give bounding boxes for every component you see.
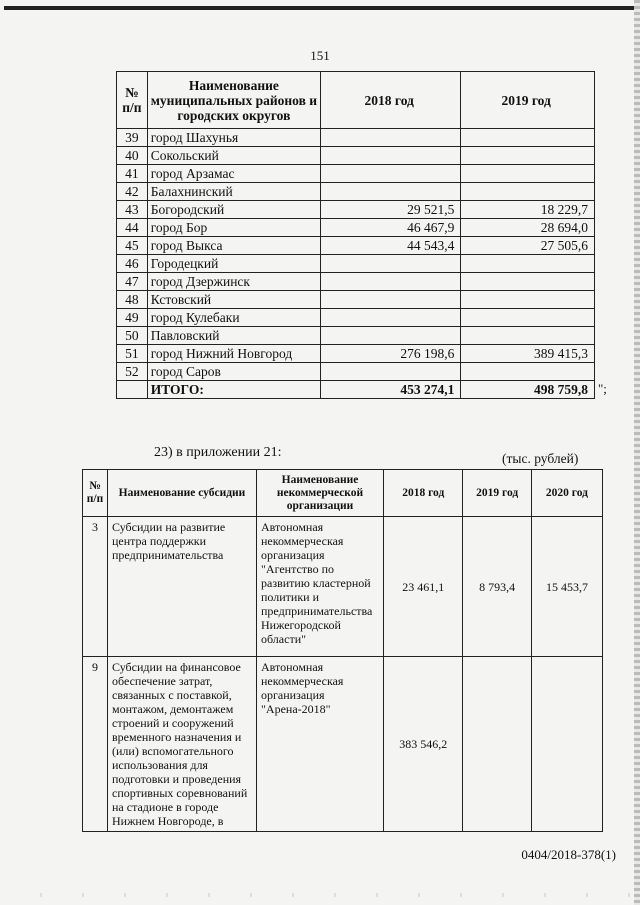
row-number: 47 — [117, 273, 148, 291]
col-header-no: № п/п — [117, 72, 148, 129]
value-2018 — [321, 147, 461, 165]
value-2018 — [321, 129, 461, 147]
table-row — [83, 517, 603, 657]
value-2018: 44 543,4 — [321, 237, 461, 255]
row-number: 46 — [117, 255, 148, 273]
value-2019: 18 229,7 — [461, 201, 595, 219]
total-row — [117, 381, 595, 399]
district-name: город Арзамас — [147, 165, 320, 183]
district-name: город Бор — [147, 219, 320, 237]
table-row — [117, 201, 595, 219]
row-number: 43 — [117, 201, 148, 219]
total-empty — [117, 381, 148, 399]
row-number: 9 — [83, 657, 108, 832]
value-2018: 23 461,1 — [384, 517, 463, 657]
col-header-no: № п/п — [83, 470, 108, 517]
district-name: Городецкий — [147, 255, 320, 273]
value-2018 — [321, 255, 461, 273]
table-row — [117, 183, 595, 201]
table-row — [117, 291, 595, 309]
district-name: город Кулебаки — [147, 309, 320, 327]
row-number: 51 — [117, 345, 148, 363]
value-2018 — [321, 273, 461, 291]
col-header-2018: 2018 год — [321, 72, 461, 129]
district-name: город Дзержинск — [147, 273, 320, 291]
row-number: 39 — [117, 129, 148, 147]
table-row — [117, 327, 595, 345]
total-label: ИТОГО: — [147, 381, 320, 399]
col-header-subsidy: Наименование субсидии — [108, 470, 257, 517]
district-name: Балахнинский — [147, 183, 320, 201]
value-2019 — [461, 165, 595, 183]
district-name: Богородский — [147, 201, 320, 219]
district-name: город Шахунья — [147, 129, 320, 147]
total-2018: 453 274,1 — [321, 381, 461, 399]
scan-top-border — [4, 6, 636, 10]
value-2018: 383 546,2 — [384, 657, 463, 832]
table-row — [117, 219, 595, 237]
value-2019: 389 415,3 — [461, 345, 595, 363]
value-2019 — [461, 255, 595, 273]
table-row — [117, 129, 595, 147]
district-name: Павловский — [147, 327, 320, 345]
district-name: Сокольский — [147, 147, 320, 165]
value-2019 — [461, 273, 595, 291]
table-row — [117, 309, 595, 327]
value-2019 — [461, 327, 595, 345]
value-2019 — [461, 309, 595, 327]
value-2019 — [461, 147, 595, 165]
row-number: 49 — [117, 309, 148, 327]
district-name: город Нижний Новгород — [147, 345, 320, 363]
value-2018 — [321, 363, 461, 381]
row-number: 41 — [117, 165, 148, 183]
value-2018: 276 198,6 — [321, 345, 461, 363]
closing-quote: "; — [598, 381, 607, 396]
subsidy-table — [82, 469, 603, 832]
value-2020: 15 453,7 — [531, 517, 602, 657]
table-row — [117, 147, 595, 165]
value-2019 — [461, 183, 595, 201]
units-label: (тыс. рублей) — [502, 451, 579, 466]
value-2019 — [461, 129, 595, 147]
table-row — [117, 237, 595, 255]
row-number: 48 — [117, 291, 148, 309]
row-number: 50 — [117, 327, 148, 345]
row-number: 52 — [117, 363, 148, 381]
organization-name: Автономная некоммерческая организация "Агентство по развитию кластерной политики и предпринимательства Нижегородской области" — [257, 517, 384, 657]
table-row — [117, 363, 595, 381]
col-header-2019: 2019 год — [463, 470, 531, 517]
value-2019: 8 793,4 — [463, 517, 531, 657]
table-row — [117, 255, 595, 273]
document-code: 0404/2018-378(1) — [521, 847, 616, 862]
paragraph-text: 23) в приложении 21: — [154, 445, 282, 460]
value-2018: 46 467,9 — [321, 219, 461, 237]
table-row — [117, 273, 595, 291]
value-2018 — [321, 291, 461, 309]
row-number: 40 — [117, 147, 148, 165]
subsidy-name: Субсидии на финансовое обеспечение затрат, связанных с поставкой, монтажом, демонтажем строений и сооружений временного назначения и (или) вспомогательного использования для подготовки и проведения спортивных соревнований на стадионе в городе Нижнем Новгороде, в — [108, 657, 257, 832]
value-2019 — [463, 657, 531, 832]
value-2018: 29 521,5 — [321, 201, 461, 219]
value-2018 — [321, 327, 461, 345]
subsidy-name: Субсидии на развитие центра поддержки предпринимательства — [108, 517, 257, 657]
row-number: 42 — [117, 183, 148, 201]
table-row — [117, 165, 595, 183]
value-2018 — [321, 183, 461, 201]
organization-name: Автономная некоммерческая организация "Арена-2018" — [257, 657, 384, 832]
municipal-table — [116, 71, 595, 399]
col-header-2019: 2019 год — [461, 72, 595, 129]
row-number: 45 — [117, 237, 148, 255]
district-name: город Выкса — [147, 237, 320, 255]
value-2018 — [321, 165, 461, 183]
value-2019: 28 694,0 — [461, 219, 595, 237]
col-header-2018: 2018 год — [384, 470, 463, 517]
value-2019 — [461, 363, 595, 381]
value-2018 — [321, 309, 461, 327]
scan-right-edge — [634, 0, 640, 905]
col-header-org: Наименование некоммерческой организации — [257, 470, 384, 517]
table-row — [117, 345, 595, 363]
total-2019: 498 759,8 — [461, 381, 595, 399]
value-2019 — [461, 291, 595, 309]
value-2019: 27 505,6 — [461, 237, 595, 255]
row-number: 44 — [117, 219, 148, 237]
row-number: 3 — [83, 517, 108, 657]
scan-bottom-noise — [0, 893, 640, 897]
district-name: город Саров — [147, 363, 320, 381]
col-header-2020: 2020 год — [531, 470, 602, 517]
page-number: 151 — [310, 48, 330, 63]
col-header-name: Наименование муниципальных районов и городских округов — [147, 72, 320, 129]
table-row — [83, 657, 603, 832]
value-2020 — [531, 657, 602, 832]
district-name: Кстовский — [147, 291, 320, 309]
